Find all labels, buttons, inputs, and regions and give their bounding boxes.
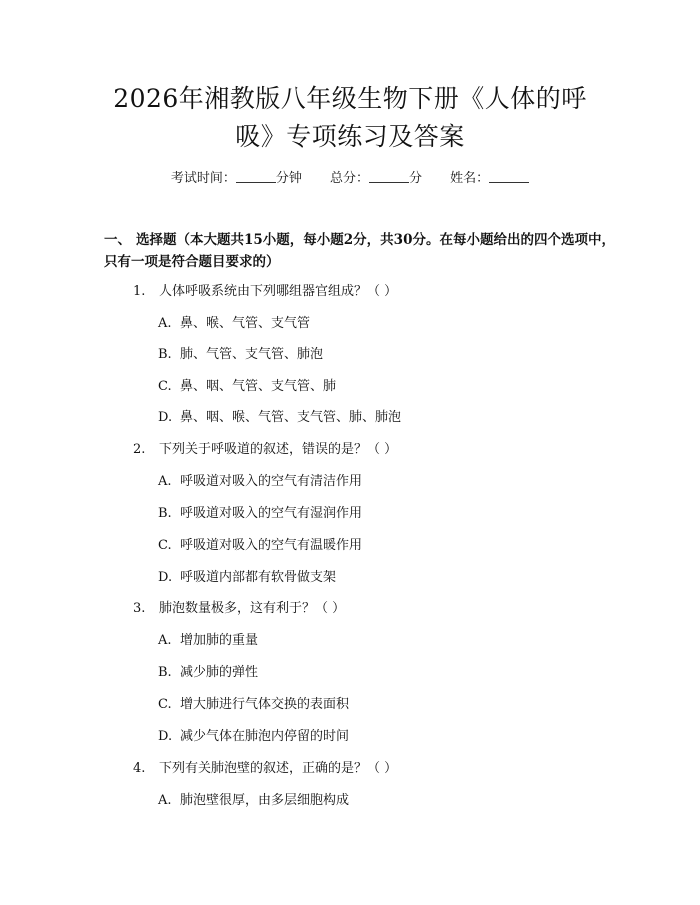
score-label: 总分： bbox=[329, 171, 369, 186]
question-2 bbox=[133, 440, 397, 460]
option-label: B. bbox=[158, 347, 172, 362]
question-text: 下列有关肺泡壁的叙述，正确的是？（ ） bbox=[159, 761, 398, 776]
time-label: 考试时间： bbox=[170, 171, 236, 186]
time-unit: 分钟 bbox=[275, 171, 302, 186]
question-2-option-c bbox=[158, 536, 362, 556]
question-3 bbox=[133, 599, 345, 619]
question-number: 1. bbox=[133, 284, 146, 299]
title-line-1: 2026年湘教版八年级生物下册《人体的呼 bbox=[113, 84, 587, 113]
option-label: A. bbox=[158, 316, 172, 331]
question-number: 4. bbox=[133, 761, 146, 776]
question-1-option-c bbox=[158, 377, 336, 397]
name-label: 姓名： bbox=[450, 171, 490, 186]
option-text: 肺、气管、支气管、肺泡 bbox=[180, 347, 324, 362]
section-heading bbox=[104, 229, 616, 273]
score-blank bbox=[369, 168, 409, 183]
section-text: 选择题（本大题共15小题，每小题2分，共30分。在每小题给出的四个选项中，只有一项是符合题目要求的） bbox=[104, 232, 615, 270]
total-score bbox=[330, 171, 422, 186]
question-4-option-a bbox=[158, 791, 349, 811]
option-label: D. bbox=[158, 729, 173, 744]
question-text: 肺泡数量极多，这有利于？（ ） bbox=[159, 601, 346, 616]
option-label: C. bbox=[158, 697, 172, 712]
option-text: 鼻、喉、气管、支气管 bbox=[180, 316, 311, 331]
option-text: 肺泡壁很厚，由多层细胞构成 bbox=[180, 793, 350, 808]
exam-time bbox=[171, 171, 302, 186]
option-label: A. bbox=[158, 633, 172, 648]
option-label: B. bbox=[158, 506, 172, 521]
option-text: 呼吸道对吸入的空气有清洁作用 bbox=[180, 474, 363, 489]
title-line-2: 吸》专项练习及答案 bbox=[235, 122, 465, 151]
question-text: 下列关于呼吸道的叙述，错误的是？（ ） bbox=[159, 442, 398, 457]
option-label: B. bbox=[158, 665, 172, 680]
option-label: D. bbox=[158, 410, 173, 425]
option-text: 呼吸道对吸入的空气有湿润作用 bbox=[180, 506, 363, 521]
question-3-option-d bbox=[158, 727, 349, 747]
section-number: 一、 bbox=[104, 232, 131, 248]
option-text: 增加肺的重量 bbox=[180, 633, 259, 648]
name-blank bbox=[489, 168, 529, 183]
score-unit: 分 bbox=[409, 171, 423, 186]
question-3-option-a bbox=[158, 631, 258, 651]
option-label: D. bbox=[158, 570, 173, 585]
option-text: 减少气体在肺泡内停留的时间 bbox=[180, 729, 350, 744]
document-title bbox=[90, 80, 610, 156]
option-label: A. bbox=[158, 474, 172, 489]
question-3-option-b bbox=[158, 663, 258, 683]
question-1 bbox=[133, 282, 397, 302]
question-number: 3. bbox=[133, 601, 146, 616]
question-4 bbox=[133, 759, 397, 779]
student-name bbox=[450, 171, 529, 186]
option-text: 鼻、咽、气管、支气管、肺 bbox=[180, 379, 337, 394]
option-label: A. bbox=[158, 793, 172, 808]
option-label: C. bbox=[158, 538, 172, 553]
question-number: 2. bbox=[133, 442, 146, 457]
option-text: 鼻、咽、喉、气管、支气管、肺、肺泡 bbox=[180, 410, 402, 425]
option-text: 呼吸道对吸入的空气有温暖作用 bbox=[180, 538, 363, 553]
question-text: 人体呼吸系统由下列哪组器官组成？（ ） bbox=[159, 284, 398, 299]
option-text: 呼吸道内部都有软骨做支架 bbox=[180, 570, 337, 585]
question-2-option-a bbox=[158, 472, 362, 492]
question-2-option-b bbox=[158, 504, 362, 524]
question-3-option-c bbox=[158, 695, 349, 715]
question-1-option-a bbox=[158, 314, 310, 334]
question-2-option-d bbox=[158, 568, 336, 588]
exam-info bbox=[0, 168, 700, 189]
question-1-option-d bbox=[158, 408, 401, 428]
time-blank bbox=[236, 168, 276, 183]
option-text: 减少肺的弹性 bbox=[180, 665, 259, 680]
question-1-option-b bbox=[158, 345, 323, 365]
option-text: 增大肺进行气体交换的表面积 bbox=[180, 697, 350, 712]
option-label: C. bbox=[158, 379, 172, 394]
